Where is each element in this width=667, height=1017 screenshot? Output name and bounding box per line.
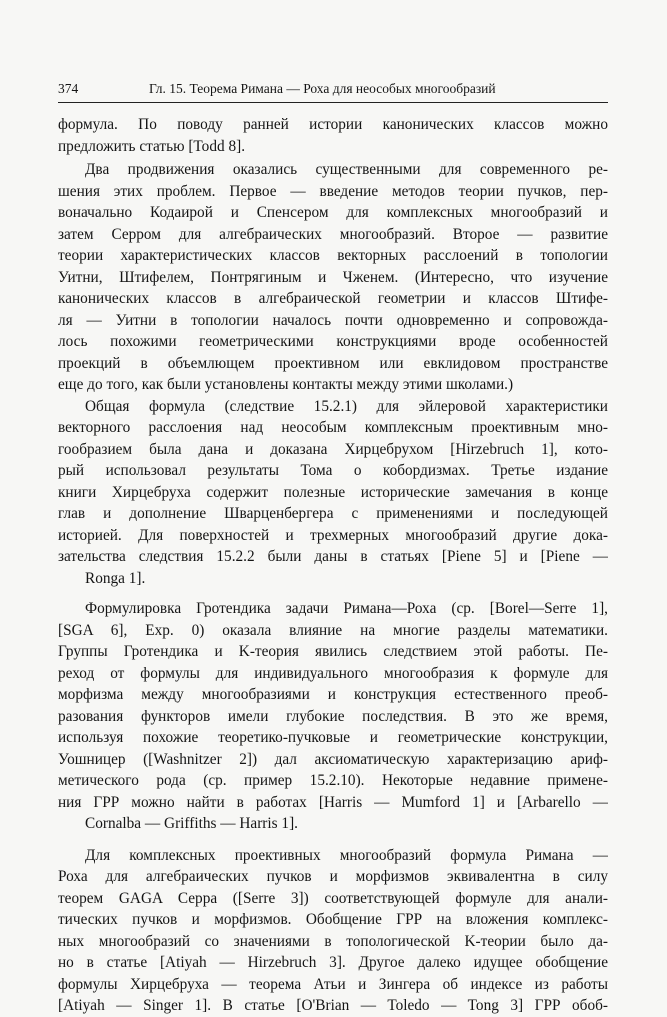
text-line: Группы Гротендика и K-теория явились следствием этой работы. Пе- <box>58 643 608 660</box>
text-line: тических пучков и морфизмов. Обобщение ГРР на вложения комплекс- <box>58 911 608 928</box>
text-line: Ronga 1]. <box>85 569 146 587</box>
text-line: проекций в объемлющем проективном или евклидовом пространстве <box>58 354 608 372</box>
text-line: формула. По поводу ранней истории канонических классов можно <box>58 116 608 133</box>
text-line: теории характеристических классов векторных расслоений в топологии <box>58 247 608 264</box>
text-line: гообразием была дана и доказана Хирцебрухом [Hirzebruch 1], кото- <box>58 440 608 458</box>
text-line: ных многообразий со значениями в топологической K-теории было да- <box>58 932 608 950</box>
text-line: Уошницер ([Washnitzer 2]) дал аксиоматическую характеризацию ариф- <box>58 750 608 768</box>
header-rule <box>58 102 608 103</box>
text-line: формулы Хирцебруха — теорема Атьи и Зингера об индексе из работы <box>58 975 608 993</box>
text-line: Общая формула (следствие 15.2.1) для эйлеровой характеристики <box>85 397 608 415</box>
text-line: рый использовал результаты Тома о кобордизмах. Третье издание <box>58 462 608 479</box>
text-line: книги Хирцебруха содержит полезные исторические замечания в конце <box>58 483 608 501</box>
text-line: Cornalba — Griffiths — Harris 1]. <box>85 815 298 832</box>
text-line: морфизма между многообразиями и конструкция естественного преоб- <box>58 686 608 703</box>
text-line: глав и дополнение Шварценбергера с применениями и последующей <box>58 505 608 522</box>
text-line: Роха для алгебраических пучков и морфизмов эквивалентна в силу <box>58 868 608 885</box>
text-line: воначально Кодаирой и Спенсером для комплексных многообразий и <box>58 204 608 221</box>
page-body <box>58 114 608 1017</box>
text-line: векторного расслоения над неособым комплексным проективным мно- <box>58 419 608 436</box>
page-number: 374 <box>58 81 79 96</box>
paragraph-4 <box>58 598 608 835</box>
text-line: разования функторов имели глубокие последствия. В это же время, <box>58 707 608 725</box>
text-line: Уитни, Штифелем, Понтрягиным и Чженем. (Интересно, что изучение <box>58 268 608 286</box>
text-line: предложить статью [Todd 8]. <box>58 137 246 155</box>
text-line: реход от формулы для индивидуального многообразия к формуле для <box>58 664 608 682</box>
text-line: лось похожими геометрическими конструкциями вроде особенностей <box>58 333 608 350</box>
text-line: Формулировка Гротендика задачи Римана—Роха (ср. [Borel—Serre 1], <box>85 600 608 617</box>
text-line: ния ГРР можно найти в работах [Harris — Mumford 1] и [Arbarello — <box>58 793 608 811</box>
text-line: [Atiyah — Singer 1]. В статье [O'Brian — Toledo — Tong 3] ГРР обоб- <box>58 997 608 1014</box>
text-line: Два продвижения оказались существенными для современного ре- <box>85 161 608 178</box>
text-line: затем Серром для алгебраических многообразий. Второе — развитие <box>58 225 608 243</box>
running-head: Гл. 15. Теорема Римана — Роха для неособых многообразий <box>149 81 496 96</box>
text-line: но в статье [Atiyah — Hirzebruch 3]. Другое далеко идущее обобщение <box>58 954 608 971</box>
text-line: историей. Для поверхностей и трехмерных многообразий другие дока- <box>58 526 608 544</box>
text-line: канонических классов в алгебраической геометрии и классов Штифе- <box>58 290 608 307</box>
paragraph-5 <box>58 845 608 1017</box>
paragraph-2 <box>58 159 608 396</box>
text-line: шения этих проблем. Первое — введение методов теории пучков, пер- <box>58 182 608 200</box>
text-line: теорем GAGA Серра ([Serre 3]) соответствующей формуле для анали- <box>58 889 608 907</box>
text-line: метического рода (ср. пример 15.2.10). Некоторые недавние примене- <box>58 772 608 789</box>
paragraph-1 <box>58 114 608 157</box>
text-line: используя похожие теоретико-пучковые и геометрические конструкции, <box>58 729 608 746</box>
text-line: зательства следствия 15.2.2 были даны в статьях [Piene 5] и [Piene — <box>58 548 608 565</box>
paragraph-3 <box>58 396 608 590</box>
text-line: Для комплексных проективных многообразий формула Римана — <box>85 846 608 864</box>
text-line: еще до того, как были установлены контакты между этими школами.) <box>58 376 514 393</box>
text-line: ля — Уитни в топологии началось почти одновременно и сопровождa- <box>58 311 608 329</box>
text-line: [SGA 6], Exp. 0) оказала влияние на многие разделы математики. <box>58 621 608 639</box>
